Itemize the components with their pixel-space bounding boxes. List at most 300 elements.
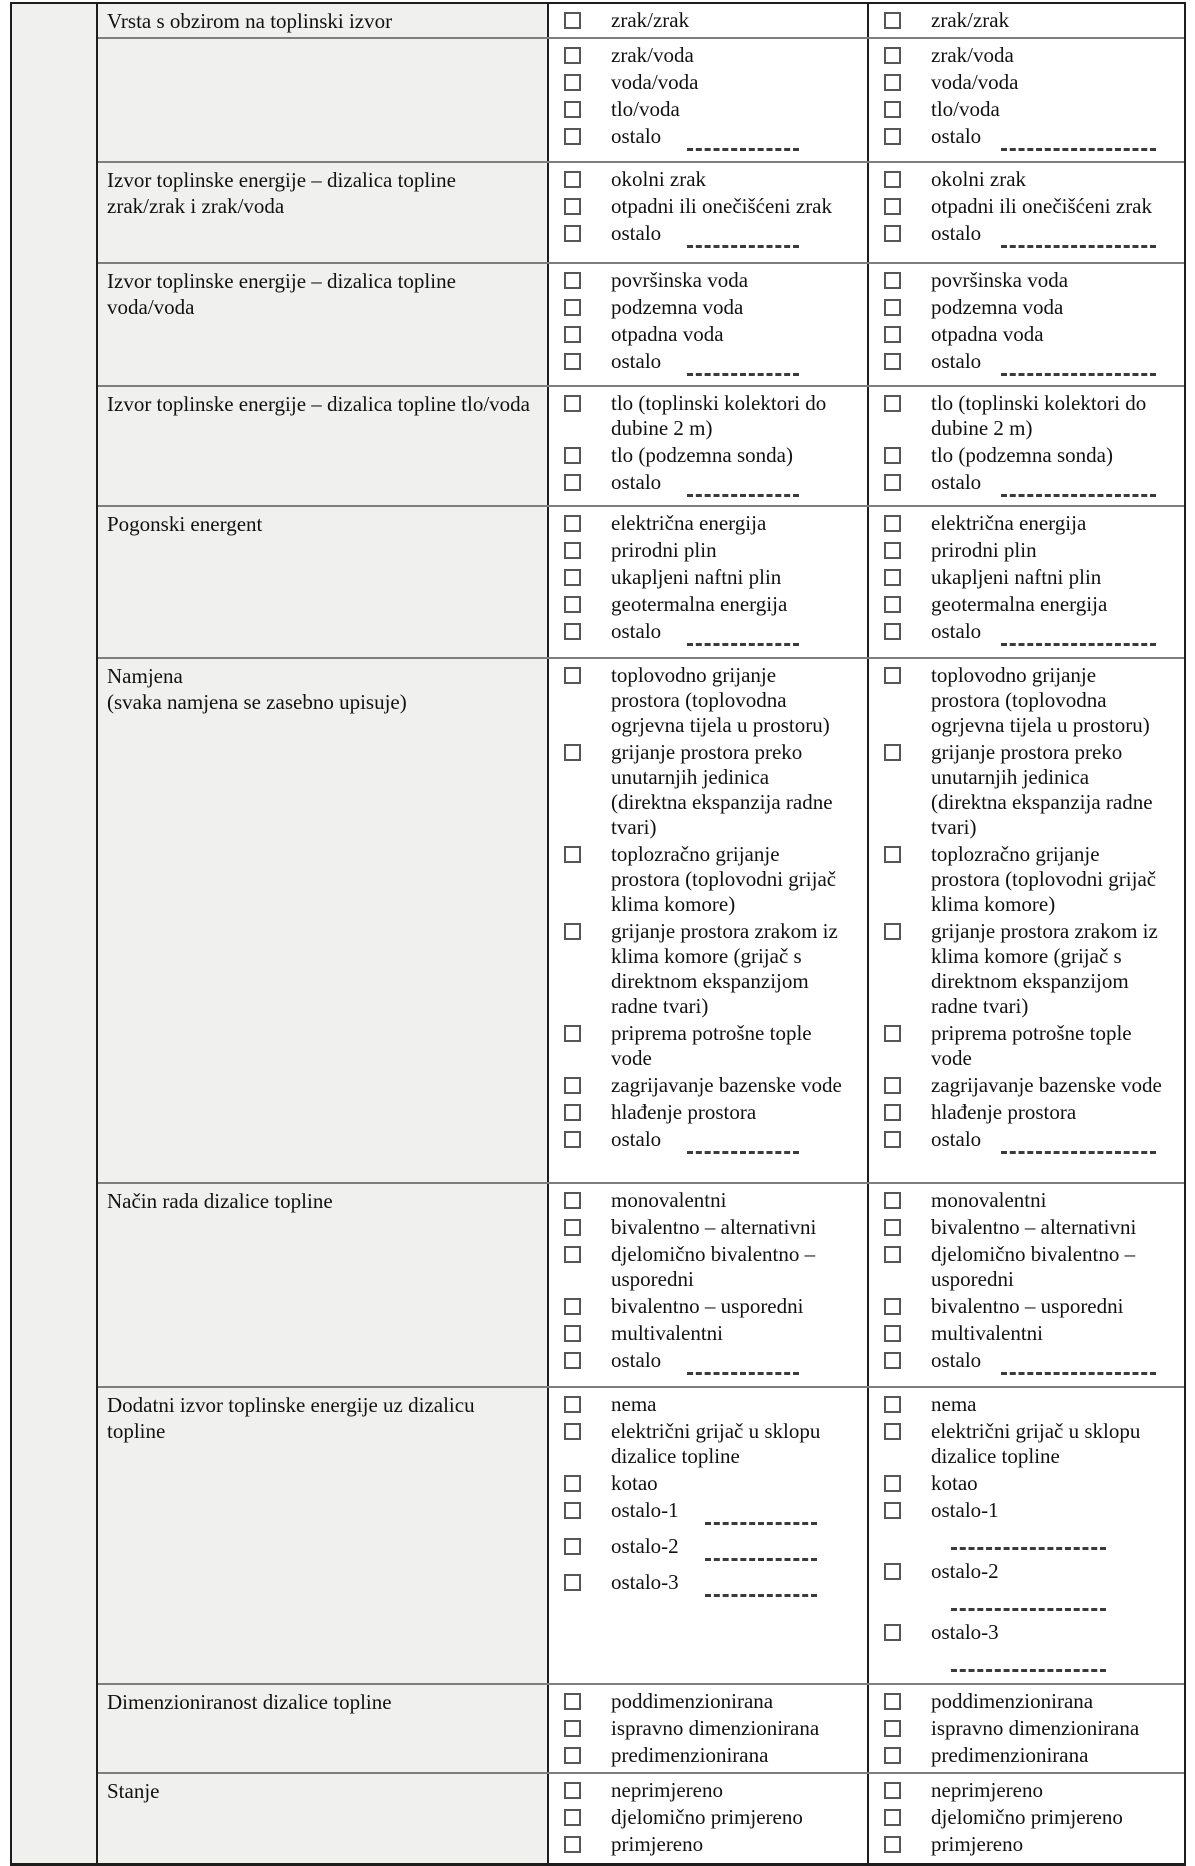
option-label: predimenzionirana [611,1743,769,1767]
option-checkbox[interactable] [564,1325,581,1342]
table-row [98,387,1184,507]
option-checkbox[interactable] [564,225,581,242]
fill-in-line[interactable] [687,1151,799,1154]
option-label: tlo (toplinski kolektori do dubine 2 m) [611,391,827,440]
checkbox-option [884,1419,1168,1469]
option-label: zrak/voda [611,43,694,67]
option-checkbox[interactable] [564,1502,581,1519]
row-label: Način rada dizalice topline [107,1189,333,1213]
option-checkbox[interactable] [884,1325,901,1342]
table-row [98,1685,1184,1774]
option-label: toplozračno grijanje prostora (toplovodni grijač klima komore) [931,842,1157,916]
option-checkbox[interactable] [884,1246,901,1263]
fill-in-line[interactable] [1001,245,1156,248]
option-checkbox[interactable] [884,515,901,532]
fill-in-line[interactable] [687,643,799,646]
row-label: Namjena [107,664,183,688]
fill-in-line[interactable] [951,1608,1106,1611]
checkbox-option [564,167,847,192]
fill-in-line[interactable] [1001,148,1156,151]
option-checkbox[interactable] [564,1298,581,1315]
checkbox-option [564,1534,847,1559]
fill-in-line[interactable] [1001,1151,1156,1154]
checkbox-option [564,124,847,149]
checkbox-option [564,43,847,68]
checkbox-option [564,1127,847,1152]
option-label: ispravno dimenzionirana [931,1716,1140,1740]
fill-in-line[interactable] [705,1522,817,1525]
checkbox-option [564,565,847,590]
checkbox-option [564,1021,847,1071]
option-checkbox[interactable] [884,1423,901,1440]
fill-in-line[interactable] [1001,1372,1156,1375]
option-label: ostalo-3 [611,1570,679,1594]
checkbox-option [564,1321,847,1346]
option-label: multivalentni [611,1321,723,1345]
option-label: djelomično primjereno [931,1805,1123,1829]
options-column-2 [869,1685,1184,1772]
fill-in-line[interactable] [687,245,799,248]
option-label: otpadna voda [931,322,1044,346]
option-checkbox[interactable] [564,272,581,289]
option-label: ostalo [611,1348,662,1372]
options-column-2 [869,1388,1184,1683]
option-checkbox[interactable] [564,74,581,91]
option-checkbox[interactable] [564,171,581,188]
option-label: priprema potrošne tople vode [931,1021,1132,1070]
option-label: geotermalna energija [931,592,1108,616]
table-row [98,163,1184,264]
row-label-cell [98,163,549,262]
option-checkbox[interactable] [884,326,901,343]
options-column-2 [869,507,1184,657]
option-checkbox[interactable] [564,1574,581,1591]
checkbox-option [884,1743,1168,1768]
fill-in-line[interactable] [1001,494,1156,497]
option-checkbox[interactable] [884,1782,901,1799]
option-checkbox[interactable] [564,1219,581,1236]
option-label: zagrijavanje bazenske vode [611,1073,842,1097]
option-label: otpadni ili onečišćeni zrak [611,194,833,218]
option-checkbox[interactable] [564,1747,581,1764]
checkbox-option [564,1716,847,1741]
option-label: geotermalna energija [611,592,788,616]
option-checkbox[interactable] [564,1396,581,1413]
option-label: ostalo [611,470,662,494]
options-column-1 [549,4,869,37]
row-label: Izvor toplinske energije – dizalica topline tlo/voda [107,392,530,416]
option-checkbox[interactable] [884,596,901,613]
option-checkbox[interactable] [564,1246,581,1263]
option-label: djelomično primjereno [611,1805,803,1829]
row-label: Izvor toplinske energije – dizalica topline voda/voda [107,269,456,319]
option-label: nema [931,1392,977,1416]
fill-in-line[interactable] [1001,643,1156,646]
checkbox-option [564,1570,847,1595]
checkbox-option [564,97,847,122]
option-checkbox[interactable] [884,353,901,370]
option-checkbox[interactable] [884,667,901,684]
option-checkbox[interactable] [564,198,581,215]
options-column-1 [549,659,869,1182]
option-checkbox[interactable] [884,1809,901,1826]
checkbox-option [884,919,1168,1019]
option-label: monovalentni [931,1188,1047,1212]
checkbox-option [884,221,1168,246]
option-checkbox[interactable] [564,1131,581,1148]
fill-in-line[interactable] [951,1669,1106,1672]
options-column-2 [869,387,1184,505]
fill-in-line[interactable] [687,1372,799,1375]
option-label: površinska voda [611,268,749,292]
option-checkbox[interactable] [884,299,901,316]
checkbox-option [884,1021,1168,1071]
checkbox-option [564,1242,847,1292]
option-checkbox[interactable] [564,447,581,464]
option-checkbox[interactable] [884,225,901,242]
option-checkbox[interactable] [884,474,901,491]
checkbox-option [564,1073,847,1098]
table-row [98,1774,1184,1863]
option-checkbox[interactable] [884,1104,901,1121]
checkbox-option [564,268,847,293]
checkbox-option [564,740,847,840]
option-checkbox[interactable] [884,1502,901,1519]
checkbox-option [564,1778,847,1803]
option-checkbox[interactable] [564,744,581,761]
checkbox-option [884,1832,1168,1857]
options-column-1 [549,264,869,385]
option-checkbox[interactable] [564,1192,581,1209]
checkbox-option [884,1805,1168,1830]
option-label: grijanje prostora zrakom iz klima komore (grijač s direktnom ekspanzijom radne tvari) [931,919,1158,1018]
option-label: bivalentno – alternativni [611,1215,817,1239]
checkbox-option [564,919,847,1019]
option-label: ukapljeni naftni plin [931,565,1102,589]
checkbox-option [884,1242,1168,1292]
row-label-cell [98,4,549,37]
options-column-2 [869,4,1184,37]
option-label: električna energija [611,511,767,535]
option-checkbox[interactable] [564,1104,581,1121]
options-column-2 [869,659,1184,1182]
option-checkbox[interactable] [884,1192,901,1209]
fill-in-line[interactable] [705,1594,817,1597]
option-checkbox[interactable] [564,299,581,316]
checkbox-option [884,1127,1168,1152]
checkbox-option [884,194,1168,219]
option-label: površinska voda [931,268,1069,292]
option-label: kotao [611,1471,658,1495]
option-checkbox[interactable] [564,515,581,532]
checkbox-option [564,592,847,617]
option-label: bivalentno – usporedni [611,1294,804,1318]
checkbox-option [884,97,1168,122]
option-checkbox[interactable] [884,1693,901,1710]
checkbox-option [564,1743,847,1768]
options-column-2 [869,1184,1184,1386]
option-label: kotao [931,1471,978,1495]
checkbox-option [884,1188,1168,1213]
checkbox-option [564,1100,847,1125]
checkbox-option [564,70,847,95]
options-column-1 [549,387,869,505]
option-label: tlo (podzemna sonda) [611,443,793,467]
row-sublabel: (svaka namjena se zasebno upisuje) [107,690,407,714]
checkbox-option [564,194,847,219]
option-label: ukapljeni naftni plin [611,565,782,589]
option-checkbox[interactable] [884,272,901,289]
option-checkbox[interactable] [564,846,581,863]
table-row [98,659,1184,1184]
checkbox-option [884,1348,1168,1373]
checkbox-option [884,43,1168,68]
option-checkbox[interactable] [884,846,901,863]
option-label: električna energija [931,511,1087,535]
option-label: grijanje prostora zrakom iz klima komore (grijač s direktnom ekspanzijom radne tvari) [611,919,838,1018]
option-checkbox[interactable] [564,542,581,559]
checkbox-option [564,1419,847,1469]
option-label: ostalo-1 [611,1498,679,1522]
option-label: ostalo-1 [931,1498,999,1522]
checkbox-option [564,1471,847,1496]
checkbox-option [564,1805,847,1830]
option-label: bivalentno – alternativni [931,1215,1137,1239]
option-checkbox[interactable] [884,1077,901,1094]
option-checkbox[interactable] [564,1693,581,1710]
checkbox-option [564,1689,847,1714]
option-checkbox[interactable] [884,47,901,64]
row-label-cell [98,39,549,161]
checkbox-option [564,470,847,495]
options-column-1 [549,39,869,161]
option-label: ostalo [611,619,662,643]
option-label: ostalo [611,349,662,373]
checkbox-option [884,1321,1168,1346]
option-label: prirodni plin [611,538,717,562]
option-label: ostalo [931,1127,982,1151]
option-label: ostalo [611,221,662,245]
option-checkbox[interactable] [564,623,581,640]
option-label: grijanje prostora preko unutarnjih jedinica (direktna ekspanzija radne tvari) [611,740,833,839]
option-checkbox[interactable] [564,1352,581,1369]
options-column-1 [549,1774,869,1863]
checklist-table [10,2,1186,1866]
checkbox-option [884,619,1168,644]
option-label: ostalo [931,349,982,373]
options-column-2 [869,39,1184,161]
checkbox-option [884,167,1168,192]
options-column-1 [549,163,869,262]
checkbox-option [564,391,847,441]
option-checkbox[interactable] [884,1475,901,1492]
option-checkbox[interactable] [564,128,581,145]
checkbox-option [564,1498,847,1523]
option-checkbox[interactable] [884,1563,901,1580]
option-checkbox[interactable] [564,101,581,118]
checkbox-option [564,322,847,347]
option-label: podzemna voda [931,295,1064,319]
option-label: tlo/voda [611,97,680,121]
row-label-cell [98,1685,549,1772]
option-checkbox[interactable] [564,596,581,613]
checkbox-option [564,1215,847,1240]
checkbox-option [564,842,847,917]
option-checkbox[interactable] [884,1131,901,1148]
option-checkbox[interactable] [884,198,901,215]
option-label: monovalentni [611,1188,727,1212]
option-label: tlo/voda [931,97,1000,121]
options-column-1 [549,1685,869,1772]
option-checkbox[interactable] [884,74,901,91]
checkbox-option [884,391,1168,441]
row-label: Vrsta s obzirom na toplinski izvor [107,9,393,33]
checkbox-option [564,511,847,536]
option-label: okolni zrak [931,167,1027,191]
checkbox-option [884,538,1168,563]
option-label: okolni zrak [611,167,707,191]
option-checkbox[interactable] [884,447,901,464]
option-label: poddimenzionirana [931,1689,1094,1713]
option-label: hlađenje prostora [931,1100,1077,1124]
option-checkbox[interactable] [884,569,901,586]
option-checkbox[interactable] [884,1836,901,1853]
checkbox-option [884,1100,1168,1125]
option-label: multivalentni [931,1321,1043,1345]
option-checkbox[interactable] [564,1809,581,1826]
option-label: ostalo [931,124,982,148]
option-label: ostalo-3 [931,1620,999,1644]
option-label: ostalo [611,124,662,148]
option-checkbox[interactable] [884,1624,901,1641]
option-checkbox[interactable] [884,12,901,29]
option-checkbox[interactable] [564,1782,581,1799]
option-checkbox[interactable] [564,474,581,491]
checkbox-option [884,470,1168,495]
option-label: ostalo [611,1127,662,1151]
checkbox-option [884,268,1168,293]
options-column-2 [869,1774,1184,1863]
checkbox-option [884,1620,1168,1670]
option-checkbox[interactable] [564,1475,581,1492]
checkbox-option [564,619,847,644]
table-row [98,1388,1184,1685]
option-label: grijanje prostora preko unutarnjih jedinica (direktna ekspanzija radne tvari) [931,740,1153,839]
fill-in-line[interactable] [687,494,799,497]
option-checkbox[interactable] [884,923,901,940]
checkbox-option [884,1215,1168,1240]
option-label: zrak/zrak [611,8,690,32]
options-column-1 [549,1388,869,1683]
option-checkbox[interactable] [564,326,581,343]
option-checkbox[interactable] [884,1396,901,1413]
option-checkbox[interactable] [564,1025,581,1042]
checkbox-option [564,1294,847,1319]
option-label: neprimjereno [611,1778,723,1802]
option-checkbox[interactable] [564,1077,581,1094]
table-row [98,507,1184,659]
checkbox-option [884,1498,1168,1548]
option-checkbox[interactable] [564,395,581,412]
table-row [98,4,1184,39]
fill-in-line[interactable] [687,148,799,151]
checkbox-option [884,1294,1168,1319]
checkbox-option [884,1559,1168,1609]
option-checkbox[interactable] [564,47,581,64]
checkbox-option [564,1392,847,1417]
option-label: ostalo [931,619,982,643]
option-checkbox[interactable] [884,744,901,761]
option-checkbox[interactable] [884,1352,901,1369]
row-label: Izvor toplinske energije – dizalica topline zrak/zrak i zrak/voda [107,168,456,218]
checkbox-option [884,1689,1168,1714]
option-checkbox[interactable] [884,128,901,145]
option-label: poddimenzionirana [611,1689,774,1713]
option-checkbox[interactable] [564,1836,581,1853]
option-checkbox[interactable] [884,542,901,559]
option-checkbox[interactable] [884,1720,901,1737]
option-label: djelomično bivalentno – usporedni [931,1242,1136,1291]
fill-in-line[interactable] [1001,373,1156,376]
option-checkbox[interactable] [564,923,581,940]
row-label: Pogonski energent [107,512,263,536]
checkbox-option [884,1471,1168,1496]
option-label: otpadna voda [611,322,724,346]
checkbox-option [884,842,1168,917]
option-checkbox[interactable] [884,101,901,118]
options-column-2 [869,264,1184,385]
checkbox-option [884,565,1168,590]
checkbox-option [884,1716,1168,1741]
option-label: tlo (podzemna sonda) [931,443,1113,467]
option-checkbox[interactable] [564,667,581,684]
option-checkbox[interactable] [884,1747,901,1764]
fill-in-line[interactable] [687,373,799,376]
option-checkbox[interactable] [564,1538,581,1555]
fill-in-line[interactable] [951,1547,1106,1550]
options-column-1 [549,1184,869,1386]
option-checkbox[interactable] [564,569,581,586]
row-label: Dodatni izvor toplinske energije uz dizalicu topline [107,1393,475,1443]
fill-in-line[interactable] [705,1558,817,1561]
option-checkbox[interactable] [884,1219,901,1236]
option-checkbox[interactable] [564,12,581,29]
option-checkbox[interactable] [564,1720,581,1737]
option-checkbox[interactable] [884,171,901,188]
option-checkbox[interactable] [884,623,901,640]
table-row [98,1184,1184,1388]
checkbox-option [884,443,1168,468]
option-label: ispravno dimenzionirana [611,1716,820,1740]
row-label: Dimenzioniranost dizalice topline [107,1690,392,1714]
option-label: primjereno [931,1832,1024,1856]
checkbox-option [884,349,1168,374]
option-checkbox[interactable] [564,1423,581,1440]
option-checkbox[interactable] [884,1025,901,1042]
option-checkbox[interactable] [884,1298,901,1315]
option-checkbox[interactable] [884,395,901,412]
table-rows [98,4,1184,1863]
checkbox-option [564,1188,847,1213]
checkbox-option [884,70,1168,95]
row-label-cell [98,1388,549,1683]
checkbox-option [884,1778,1168,1803]
row-label-cell [98,1774,549,1863]
option-checkbox[interactable] [564,353,581,370]
option-label: ostalo [931,470,982,494]
option-label: predimenzionirana [931,1743,1089,1767]
checkbox-option [564,295,847,320]
